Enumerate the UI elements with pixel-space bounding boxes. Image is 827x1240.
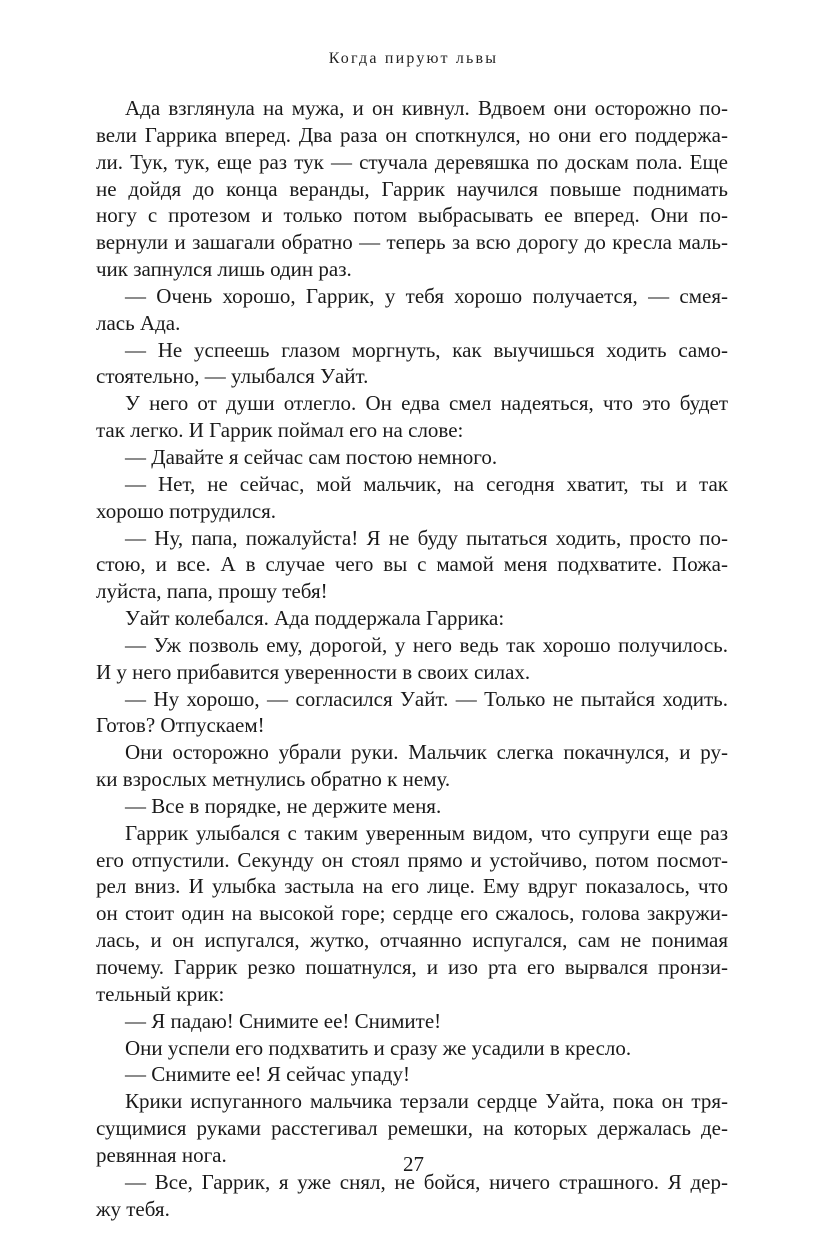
text-line: — Нет, не сейчас, мой мальчик, на сегодня хватит, ты и так xyxy=(125,471,728,496)
text-line: ногу с протезом и только потом выбрасывать ее вперед. Они по- xyxy=(96,203,728,228)
running-head: Когда пируют львы xyxy=(328,50,499,67)
text-line: — Все в порядке, не держите меня. xyxy=(125,793,442,818)
text-line: сущимися руками расстегивал ремешки, на которых держалась де- xyxy=(96,1116,728,1141)
text-line: почему. Гаррик резко пошатнулся, и изо рта его вырвался пронзи- xyxy=(96,955,728,979)
text-line: — Ну хорошо, — согласился Уайт. — Только не пытайся ходить. xyxy=(125,686,728,711)
text-line: луйста, папа, прошу тебя! xyxy=(96,579,328,604)
text-line: лась, и он испугался, жутко, отчаянно испугался, сам не понимая xyxy=(96,928,728,953)
body-text xyxy=(96,95,728,1222)
text-line: ли. Тук, тук, еще раз тук — стучала деревяшка по доскам пола. Еще xyxy=(96,149,728,174)
page-number: 27 xyxy=(403,1152,424,1176)
text-line: чик запнулся лишь один раз. xyxy=(96,257,352,282)
text-line: он стоит один на высокой горе; сердце его сжалось, голова закружи- xyxy=(96,901,728,926)
text-line: — Снимите ее! Я сейчас упаду! xyxy=(125,1062,410,1087)
text-line: — Уж позволь ему, дорогой, у него ведь так хорошо получилось. xyxy=(125,632,728,657)
text-line: И у него прибавится уверенности в своих силах. xyxy=(96,659,531,684)
text-line: хорошо потрудился. xyxy=(96,498,277,523)
text-line: — Я падаю! Снимите ее! Снимите! xyxy=(125,1008,442,1033)
text-line: рел вниз. И улыбка застыла на его лице. Ему вдруг показалось, что xyxy=(96,874,728,899)
text-line: стоятельно, — улыбался Уайт. xyxy=(96,364,369,389)
text-line: У него от души отлегло. Он едва смел надеяться, что это будет xyxy=(125,391,728,416)
text-line: стою, и все. А в случае чего вы с мамой меня подхватите. Пожа- xyxy=(96,552,728,577)
text-line: Крики испуганного мальчика терзали сердце Уайта, пока он тря- xyxy=(125,1089,728,1114)
text-line: Гаррик улыбался с таким уверенным видом, что супруги еще раз xyxy=(125,820,728,845)
text-line: жу тебя. xyxy=(96,1196,170,1221)
text-line: его отпустили. Секунду он стоял прямо и устойчиво, потом посмот- xyxy=(96,847,728,872)
text-line: Они успели его подхватить и сразу же усадили в кресло. xyxy=(125,1035,632,1060)
text-line: Они осторожно убрали руки. Мальчик слегка покачнулся, и ру- xyxy=(125,740,728,765)
text-line: так легко. И Гаррик поймал его на слове: xyxy=(96,418,464,443)
text-line: — Давайте я сейчас сам постою немного. xyxy=(125,444,498,469)
text-line: ки взрослых метнулись обратно к нему. xyxy=(96,767,451,792)
text-line: — Все, Гаррик, я уже снял, не бойся, ничего страшного. Я дер- xyxy=(125,1169,728,1194)
text-line: тельный крик: xyxy=(96,981,225,1006)
text-line: — Ну, папа, пожалуйста! Я не буду пытаться ходить, просто по- xyxy=(125,525,728,550)
text-line: вели Гаррика вперед. Два раза он споткнулся, но они его поддержа- xyxy=(96,122,728,147)
text-line: не дойдя до конца веранды, Гаррик научился повыше поднимать xyxy=(96,176,728,201)
text-line: — Не успеешь глазом моргнуть, как выучишься ходить само- xyxy=(125,337,728,362)
text-line: — Очень хорошо, Гаррик, у тебя хорошо получается, — смея- xyxy=(125,283,728,308)
text-line: ревянная нога. xyxy=(96,1142,227,1167)
text-line: вернули и зашагали обратно — теперь за всю дорогу до кресла маль- xyxy=(96,230,728,255)
text-line: Ада взглянула на мужа, и он кивнул. Вдвоем они осторожно по- xyxy=(125,96,728,120)
text-line: лась Ада. xyxy=(96,310,181,335)
text-line: Готов? Отпускаем! xyxy=(96,713,265,738)
text-line: Уайт колебался. Ада поддержала Гаррика: xyxy=(125,606,505,631)
